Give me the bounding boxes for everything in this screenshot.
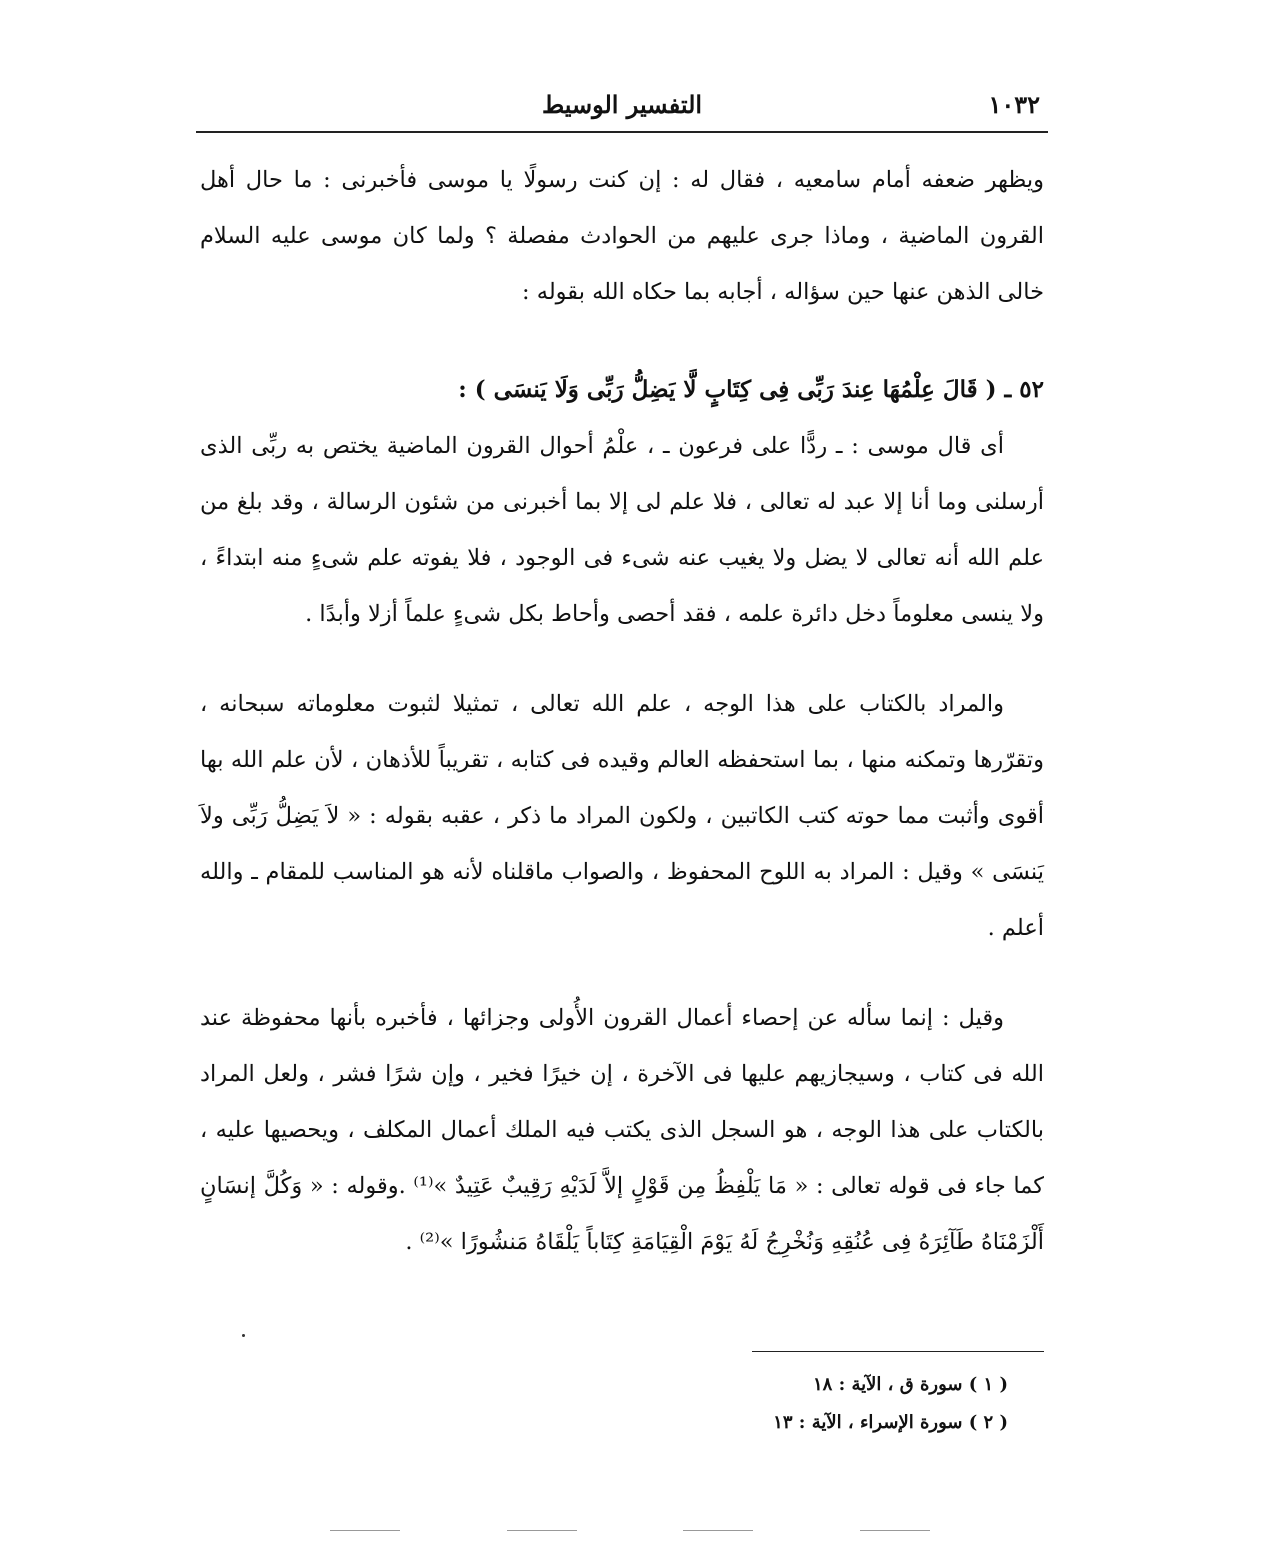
- paragraph-gap: [200, 320, 1044, 362]
- paragraph-book-meaning: والمراد بالكتاب على هذا الوجه ، علم الله تعالى ، تمثيلا لثبوت معلوماته سبحانه ، وتقرّرها وتمكنه منها ، بما استحفظه العالم وقيده فى كتابه ، تقريباً للأذهان ، لأن علم الله بها أقوى وأثبت مما حوته كتب الكاتبين ، ولكون المراد ما ذكر ، عقبه بقوله : « لاَ يَضِلُّ رَبِّى ولاَ يَنسَى » وقيل : المراد به اللوح المحفوظ ، والصواب ماقلناه لأنه هو المناسب للمقام ـ والله أعلم .: [200, 691, 1044, 941]
- scan-mark: [330, 1530, 400, 1531]
- paragraph-gap: [200, 642, 1044, 676]
- scan-edge-marks: [330, 1530, 930, 1532]
- scan-mark: [683, 1530, 753, 1531]
- paragraph-intro: ويظهر ضعفه أمام سامعيه ، فقال له : إن كنت رسولًا يا موسى فأخبرنى : ما حال أهل القرون الماضية ، وماذا جرى عليهم من الحوادث مفصلة ؟ ولما كان موسى عليه السلام خالى الذهن عنها حين سؤاله ، أجابه بما حكاه الله بقوله :: [200, 167, 1044, 305]
- scan-mark: [507, 1530, 577, 1531]
- book-title: التفسير الوسيط: [541, 90, 703, 119]
- footnote-2: ( ٢ ) سورة الإسراء ، الآية : ١٣: [773, 1412, 1008, 1433]
- header-rule: [196, 131, 1048, 133]
- paragraph-explanation: أى قال موسى : ـ ردًّا على فرعون ـ ، علْمُ أحوال القرون الماضية يختص به ربِّى الذى أرسلنى وما أنا إلا عبد له تعالى ، فلا علم لى إلا بما أخبرنى من شئون الرسالة ، وقد بلغ من علم الله أنه تعالى لا يضل ولا يغيب عنه شىء فى الوجود ، فلا يفوته علم شىءٍ منه ابتداءً ، ولا ينسى معلوماً دخل دائرة علمه ، فقد أحصى وأحاط بكل شىءٍ علماً أزلا وأبدًا .: [200, 433, 1044, 627]
- footnote-rule: [752, 1351, 1044, 1352]
- verse-heading: ٥٢ ـ ( قَالَ عِلْمُهَا عِندَ رَبِّى فِى كِتَابٍ لَّا يَضِلُّ رَبِّى وَلَا يَنسَى ) :: [458, 376, 1044, 403]
- scan-speck: [242, 1334, 245, 1337]
- main-text: [200, 152, 1044, 1270]
- scan-mark: [860, 1530, 930, 1531]
- footnote-1: ( ١ ) سورة ق ، الآية : ١٨: [812, 1374, 1008, 1395]
- running-head: [196, 86, 1048, 126]
- paragraph-alternative-view: وقيل : إنما سأله عن إحصاء أعمال القرون الأُولى وجزائها ، فأخبره بأنها محفوظة عند الله فى كتاب ، وسيجازيهم عليها فى الآخرة ، إن خيرًا فخير ، وإن شرًا فشر ، ولعل المراد بالكتاب على هذا الوجه ، هو السجل الذى يكتب فيه الملك أعمال المكلف ، ويحصيها عليه ، كما جاء فى قوله تعالى : « مَا يَلْفِظُ مِن قَوْلٍ إلاَّ لَدَيْهِ رَقِيبٌ عَتِيدٌ »⁽¹⁾ .وقوله : « وَكُلَّ إنسَانٍ أَلْزَمْنَاهُ طَآئِرَهُ فِى عُنُقِهِ وَنُخْرِجُ لَهُ يَوْمَ الْقِيَامَةِ كِتَاباً يَلْقَاهُ مَنشُورًا »⁽²⁾ .: [200, 1005, 1044, 1255]
- footnotes: [600, 1366, 1008, 1442]
- page-number: ١٠٣٢: [988, 90, 1040, 119]
- paragraph-gap: [200, 956, 1044, 990]
